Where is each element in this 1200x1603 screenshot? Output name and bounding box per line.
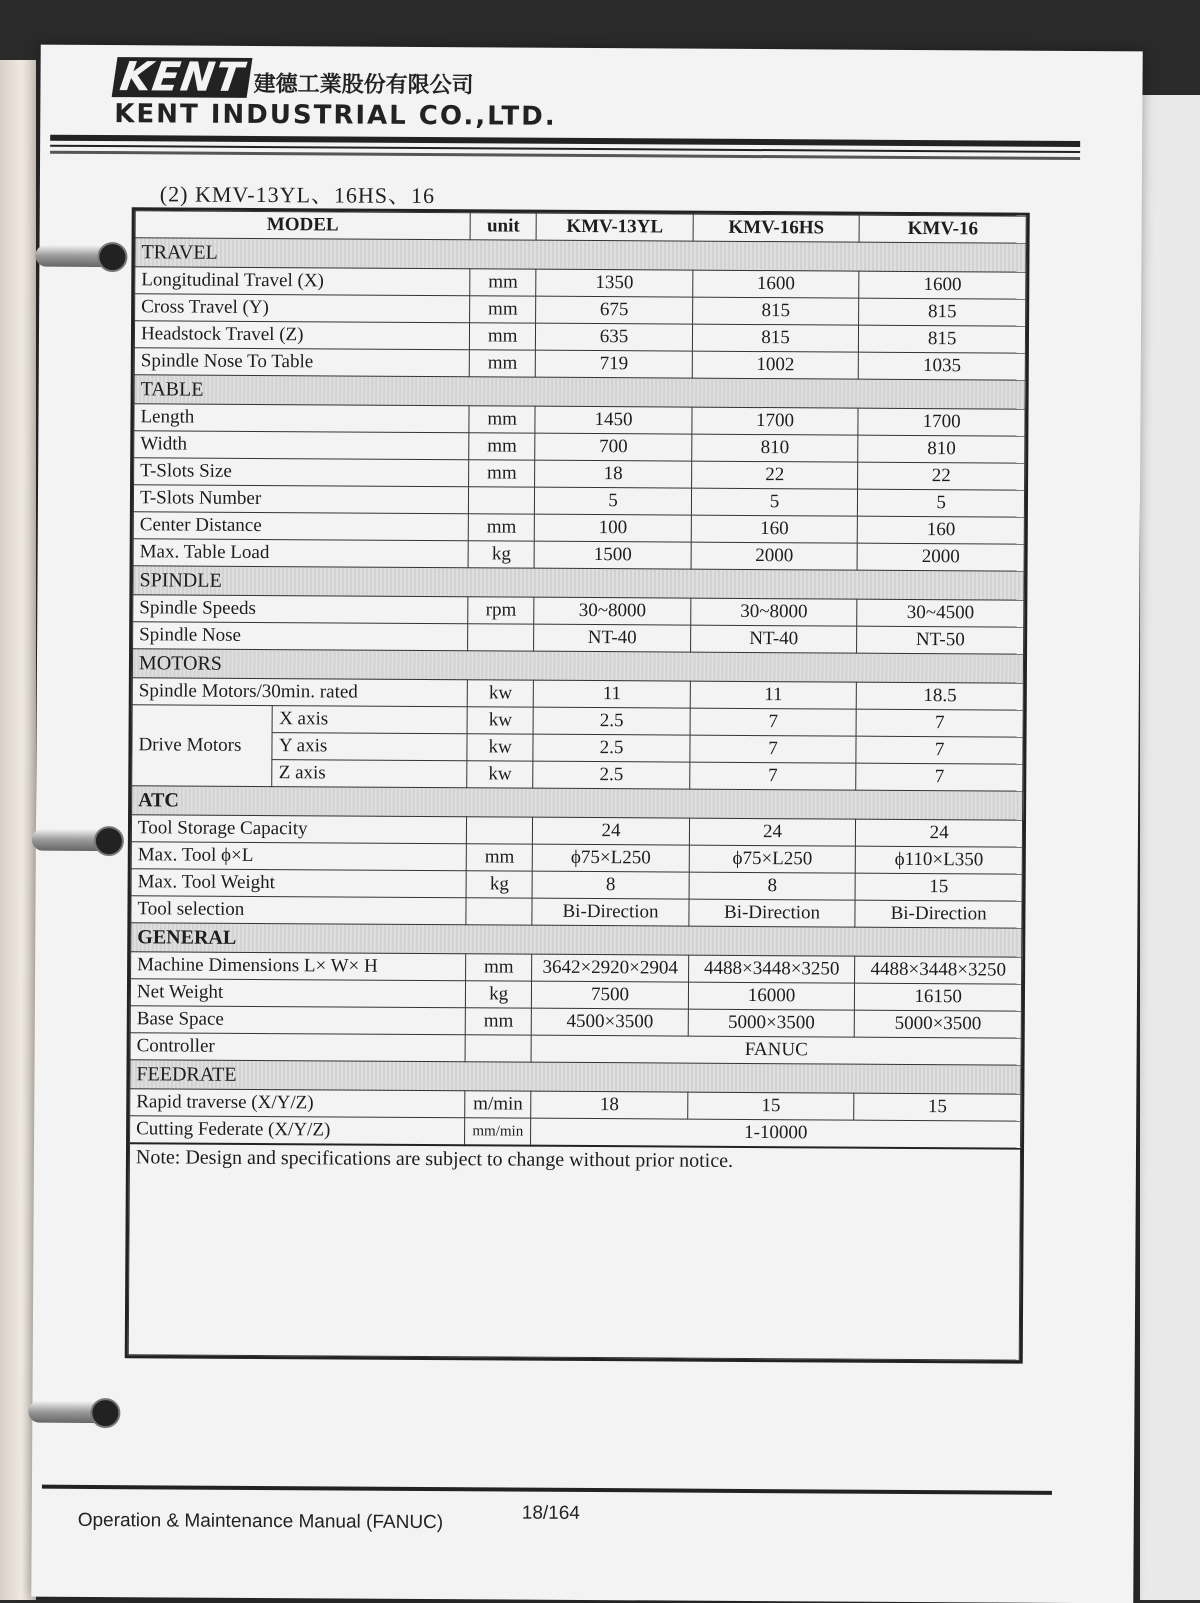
axis-label: Z axis xyxy=(272,760,467,788)
spec-value: NT-40 xyxy=(534,624,691,652)
spec-value: 18.5 xyxy=(857,682,1024,710)
table-row xyxy=(132,705,1023,737)
spec-value: 4488×3448×3250 xyxy=(855,956,1022,984)
spec-value: 700 xyxy=(535,433,692,461)
spec-value: 7 xyxy=(690,708,857,736)
model-column-header: KMV-16 xyxy=(859,215,1026,243)
spec-unit: mm xyxy=(469,406,535,433)
spec-label: Center Distance xyxy=(133,512,468,541)
spec-value: 24 xyxy=(856,819,1023,847)
spec-value: 815 xyxy=(692,297,859,325)
manual-title: Operation & Maintenance Manual (FANUC) xyxy=(77,1509,444,1534)
spec-value: 15 xyxy=(855,873,1022,901)
spec-value: 7 xyxy=(856,763,1023,791)
section-header: SPINDLE xyxy=(133,566,1024,600)
spec-value: 5000×3500 xyxy=(688,1009,855,1037)
spec-unit: kg xyxy=(468,541,534,568)
spec-value: 635 xyxy=(536,323,693,351)
spec-value: NT-40 xyxy=(690,625,857,653)
spec-label: Spindle Nose To Table xyxy=(134,348,469,377)
spec-unit: mm/min xyxy=(465,1118,531,1146)
company-name-en: KENT INDUSTRIAL CO.,LTD. xyxy=(114,99,557,132)
spec-unit: kg xyxy=(465,981,531,1008)
footer-rule xyxy=(42,1485,1052,1495)
spec-value: Bi-Direction xyxy=(532,898,689,926)
spec-label: Spindle Motors/30min. rated xyxy=(132,678,467,707)
spec-label: Max. Tool ϕ×L xyxy=(131,842,466,871)
spec-value: 1600 xyxy=(859,271,1026,299)
page-number: 18/164 xyxy=(521,1502,580,1524)
spec-unit: mm xyxy=(468,514,534,541)
spec-value: ϕ75×L250 xyxy=(533,844,690,872)
spec-label: Machine Dimensions L× W× H xyxy=(131,952,466,981)
drive-motors-label: Drive Motors xyxy=(132,705,273,787)
spec-unit: kw xyxy=(467,761,533,788)
spec-value: 1700 xyxy=(692,407,859,435)
spec-value: 1700 xyxy=(858,408,1025,436)
spec-value: 7500 xyxy=(532,981,689,1009)
spec-value: 15 xyxy=(688,1092,855,1120)
spec-value: 30~4500 xyxy=(857,599,1024,627)
spec-unit: mm xyxy=(470,269,536,296)
spec-value: 18 xyxy=(535,460,692,488)
spec-value: 2.5 xyxy=(533,734,690,762)
spec-value: 160 xyxy=(691,515,858,543)
spec-value: 1002 xyxy=(692,351,859,379)
spec-value: Bi-Direction xyxy=(689,899,856,927)
spec-value: 1600 xyxy=(693,270,860,298)
section-header: FEEDRATE xyxy=(130,1060,1021,1094)
spec-unit xyxy=(469,487,535,514)
spec-unit xyxy=(465,1035,531,1062)
spec-label: Max. Tool Weight xyxy=(131,869,466,898)
spec-value: 30~8000 xyxy=(534,597,691,625)
spec-value: 5 xyxy=(858,489,1025,517)
spec-value: 15 xyxy=(854,1093,1021,1121)
spec-label: Tool selection xyxy=(131,896,466,925)
spec-label: Cross Travel (Y) xyxy=(135,294,470,323)
section-header: MOTORS xyxy=(132,649,1023,683)
spec-value: 30~8000 xyxy=(691,598,858,626)
spec-unit: mm xyxy=(465,1008,531,1035)
spec-value: 810 xyxy=(858,435,1025,463)
spec-label: Headstock Travel (Z) xyxy=(134,321,469,350)
spec-label: Width xyxy=(134,431,469,460)
spec-value: 675 xyxy=(536,296,693,324)
spec-unit: rpm xyxy=(468,597,534,624)
spec-label: T-Slots Number xyxy=(133,485,468,514)
spec-label: Cutting Federate (X/Y/Z) xyxy=(130,1116,465,1146)
spec-value: ϕ110×L350 xyxy=(856,846,1023,874)
binder-ring-icon xyxy=(28,1401,116,1424)
spec-unit: mm xyxy=(469,350,535,377)
header-rule xyxy=(50,151,1080,160)
background-sheet xyxy=(1140,95,1200,1600)
binder-ring-icon xyxy=(35,245,123,268)
binder-edge xyxy=(0,60,36,1600)
spec-label: Spindle Nose xyxy=(133,622,468,651)
spec-note: Note: Design and specifications are subject to change without prior notice. xyxy=(128,1143,1020,1360)
model-header: MODEL xyxy=(135,211,470,240)
spec-value: 24 xyxy=(533,817,690,845)
spec-table xyxy=(125,207,1030,1363)
spec-value: 160 xyxy=(858,516,1025,544)
spec-value: ϕ75×L250 xyxy=(689,845,856,873)
spec-value: 7 xyxy=(690,735,857,763)
manual-page xyxy=(31,45,1142,1603)
spec-value: 7 xyxy=(856,709,1023,737)
spec-unit: kw xyxy=(467,707,533,734)
spec-value: 22 xyxy=(691,461,858,489)
company-name-cn: 建德工業股份有限公司 xyxy=(253,71,474,99)
spec-unit: m/min xyxy=(465,1091,531,1118)
spec-label: Controller xyxy=(130,1033,465,1062)
spec-label: Base Space xyxy=(130,1006,465,1035)
spec-value: 815 xyxy=(859,298,1026,326)
spec-value: 8 xyxy=(689,872,856,900)
spec-unit: kg xyxy=(466,871,532,898)
spec-label: Length xyxy=(134,404,469,433)
spec-unit: mm xyxy=(470,296,536,323)
spec-value: NT-50 xyxy=(857,626,1024,654)
spec-unit xyxy=(466,817,532,844)
model-column-header: KMV-16HS xyxy=(693,214,860,242)
spec-value: 2.5 xyxy=(533,761,690,789)
spec-value: 719 xyxy=(536,350,693,378)
spec-label: Longitudinal Travel (X) xyxy=(135,267,470,296)
note-row xyxy=(128,1143,1020,1360)
spec-unit: mm xyxy=(470,323,536,350)
unit-header: unit xyxy=(470,213,536,240)
spec-value: 2000 xyxy=(691,542,858,570)
spec-value: 5 xyxy=(691,488,858,516)
spec-unit: mm xyxy=(469,433,535,460)
spec-value: 24 xyxy=(689,818,856,846)
spec-unit: mm xyxy=(466,844,532,871)
spec-value: 4488×3448×3250 xyxy=(688,955,855,983)
section-header: GENERAL xyxy=(131,923,1022,957)
model-column-header: KMV-13YL xyxy=(536,213,693,241)
spec-value: 1-10000 xyxy=(531,1118,1021,1148)
section-header: TABLE xyxy=(134,375,1025,409)
company-logo xyxy=(114,54,557,132)
spec-value: 2000 xyxy=(857,543,1024,571)
spec-unit: mm xyxy=(469,460,535,487)
spec-value: 22 xyxy=(858,462,1025,490)
spec-value: 4500×3500 xyxy=(532,1008,689,1036)
spec-value: 11 xyxy=(690,681,857,709)
axis-label: Y axis xyxy=(272,733,467,761)
spec-value: Bi-Direction xyxy=(855,900,1022,928)
spec-value: 100 xyxy=(535,514,692,542)
spec-label: Max. Table Load xyxy=(133,539,468,568)
spec-label: Rapid traverse (X/Y/Z) xyxy=(130,1089,465,1118)
spec-value: 815 xyxy=(692,324,859,352)
spec-value: 810 xyxy=(692,434,859,462)
section-header: TRAVEL xyxy=(135,238,1026,272)
binder-ring-icon xyxy=(32,829,120,852)
section-header: ATC xyxy=(132,786,1023,820)
spec-value: 18 xyxy=(531,1091,688,1119)
spec-value: 8 xyxy=(532,871,689,899)
spec-value: 1450 xyxy=(535,406,692,434)
spec-value: 5000×3500 xyxy=(855,1010,1022,1038)
axis-label: X axis xyxy=(273,706,468,734)
spec-value: 11 xyxy=(534,680,691,708)
spec-label: T-Slots Size xyxy=(134,458,469,487)
spec-value: 815 xyxy=(859,325,1026,353)
spec-value: FANUC xyxy=(531,1035,1021,1065)
spec-value: 7 xyxy=(690,762,857,790)
spec-unit xyxy=(466,898,532,925)
section-title: (2) KMV-13YL、16HS、16 xyxy=(159,181,436,209)
spec-unit: kw xyxy=(467,680,533,707)
spec-value: 3642×2920×2904 xyxy=(532,954,689,982)
spec-label: Spindle Speeds xyxy=(133,595,468,624)
spec-label: Tool Storage Capacity xyxy=(131,815,466,844)
spec-label: Net Weight xyxy=(130,979,465,1008)
logo-mark: KENT xyxy=(112,57,253,98)
spec-value: 2.5 xyxy=(533,707,690,735)
spec-unit xyxy=(468,624,534,651)
spec-value: 16150 xyxy=(855,983,1022,1011)
spec-value: 1500 xyxy=(534,541,691,569)
spec-value: 5 xyxy=(535,487,692,515)
spec-value: 1035 xyxy=(859,352,1026,380)
spec-unit: mm xyxy=(466,954,532,981)
spec-value: 16000 xyxy=(688,982,855,1010)
spec-unit: kw xyxy=(467,734,533,761)
spec-value: 7 xyxy=(856,736,1023,764)
spec-value: 1350 xyxy=(536,269,693,297)
